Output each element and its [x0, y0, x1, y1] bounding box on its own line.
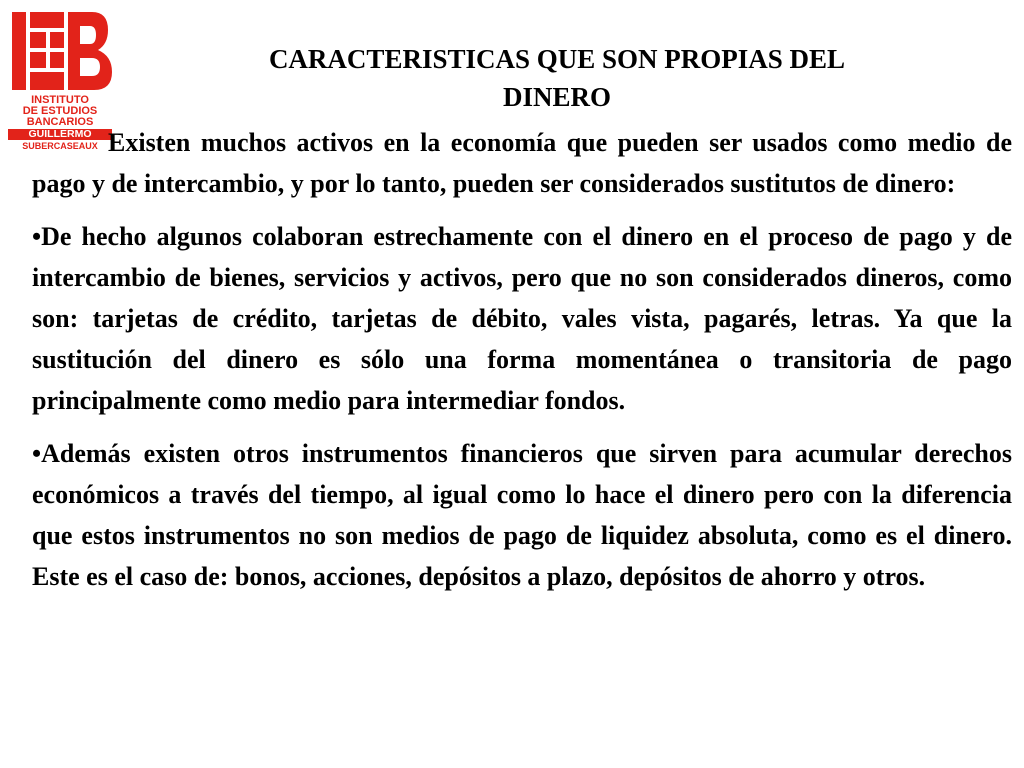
slide-title — [150, 40, 964, 116]
logo-line-1: INSTITUTO — [31, 94, 89, 106]
paragraph-intro: Existen muchos activos en la economía que pueden ser usados como medio de pago y de intercambio, y por lo tanto, pueden ser considerados sustitutos de dinero: — [32, 128, 1012, 198]
slide-title-line-1: CARACTERISTICAS QUE SON PROPIAS DEL — [268, 44, 846, 74]
slide-title-line-2: DINERO — [502, 82, 611, 112]
logo-line-4: GUILLERMO — [8, 129, 112, 140]
slide-body — [32, 122, 1012, 597]
logo-line-2: DE ESTUDIOS — [22, 105, 98, 117]
logo-line-5: SUBERCASEAUX — [22, 141, 98, 151]
ieb-logo-mark-icon — [12, 12, 112, 90]
paragraph-bullet-2: •Además existen otros instrumentos financieros que sirven para acumular derechos económicos a través del tiempo, al igual como lo hace el dinero pero con la diferencia que estos instrumentos no son medios de pago de liquidez absoluta, como es el dinero. Este es el caso de: bonos, acciones, depósitos a plazo, depósitos de ahorro y otros. — [32, 439, 1012, 591]
paragraph-bullet-1: •De hecho algunos colaboran estrechamente con el dinero en el proceso de pago y de intercambio de bienes, servicios y activos, pero que no son considerados dineros, como son: tarjetas de crédito, tarjetas de débito, vales vista, pagarés, letras. Ya que la sustitución del dinero es sólo una forma momentánea o transitoria de pago principalmente como medio para intermediar fondos. — [32, 222, 1012, 415]
logo-line-3: BANCARIOS — [26, 116, 94, 128]
